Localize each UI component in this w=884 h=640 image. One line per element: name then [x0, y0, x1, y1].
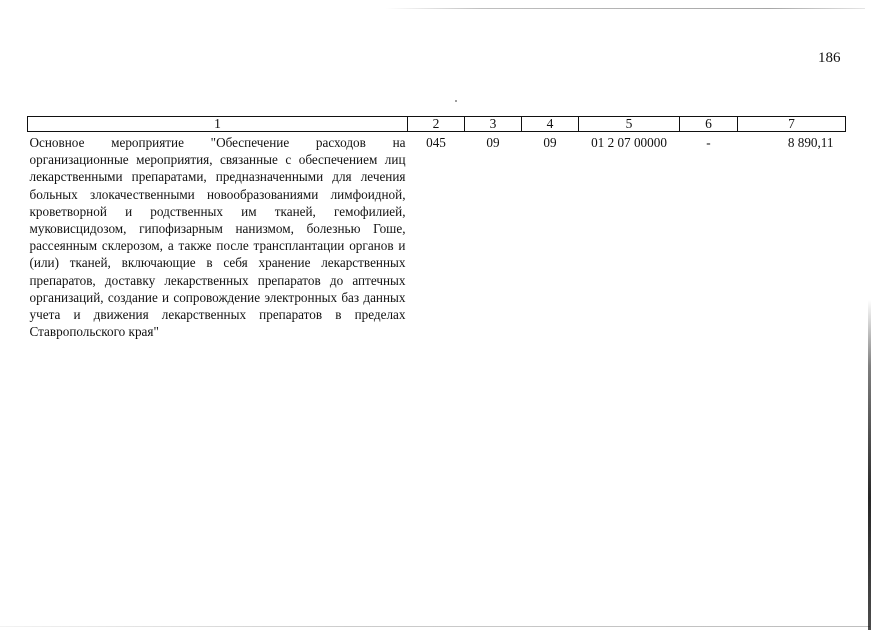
- row-description: Основное мероприятие "Обеспечение расходов на организационные мероприятия, связанные с обеспечением лиц лекарственными препаратами, предназначенными для лечения больных злокачественными новообразованиями лимфоидной, кроветворной и родственных им тканей, гемофилией, муковисцидозом, гипофизарным нанизмом, болезнью Гоше, рассеянным склерозом, а также после трансплантации органов и (или) тканей, включающие в себя хранение лекарственных препаратов, доставку лекарственных препаратов до аптечных организаций, создание и сопровождение электронных баз данных учета и движения лекарственных препаратов в пределах Ставропольского края": [29, 135, 406, 340]
- scan-speck: [455, 100, 457, 102]
- scan-edge-right: [868, 300, 871, 630]
- row-col-4: 09: [543, 135, 557, 150]
- table-header-row: [28, 117, 846, 132]
- row-col-7: 8 890,11: [787, 135, 834, 150]
- header-col-6: 6: [680, 117, 738, 132]
- header-col-1: 1: [28, 117, 408, 132]
- header-col-4: 4: [522, 117, 579, 132]
- scan-edge-top: [385, 8, 865, 9]
- header-col-7: 7: [738, 117, 846, 132]
- header-col-2: 2: [408, 117, 465, 132]
- header-col-3: 3: [465, 117, 522, 132]
- budget-table: [27, 116, 846, 340]
- scan-edge-bottom: [0, 626, 870, 627]
- table-row: [28, 132, 846, 341]
- row-col-6: -: [706, 135, 711, 150]
- header-col-5: 5: [579, 117, 680, 132]
- row-col-3: 09: [486, 135, 500, 150]
- row-col-5: 01 2 07 00000: [591, 135, 667, 150]
- row-col-2: 045: [426, 135, 446, 150]
- page-number: 186: [818, 50, 841, 66]
